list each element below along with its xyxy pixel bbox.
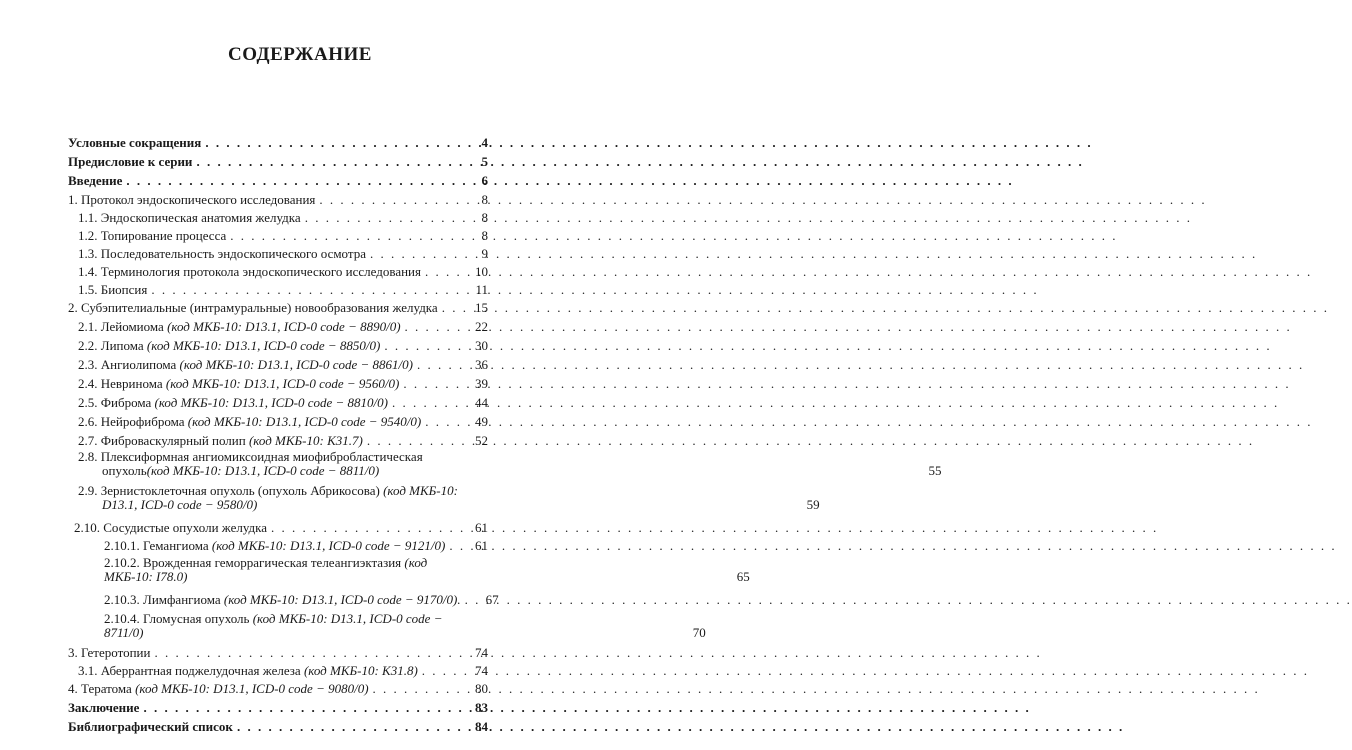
toc-entry[interactable]: 1.2. Топирование процесса . . . 8 — [78, 229, 488, 243]
toc-entry[interactable]: 2.4. Невринома (код МКБ-10: D13.1, ICD-0 code − 9560/0) . . . 39 — [78, 377, 488, 391]
toc-entry[interactable]: 3.1. Аберрантная поджелудочная железа (код МКБ-10: K31.8) . . . 74 — [78, 664, 488, 678]
toc-entry[interactable]: 3. Гетеротопии . . . 74 — [68, 646, 488, 660]
toc-entry[interactable]: 1.4. Терминология протокола эндоскопического исследования . . . 10 — [78, 265, 488, 279]
toc-entry[interactable]: 2.10.1. Гемангиома (код МКБ-10: D13.1, ICD-0 code − 9121/0) . . . 61 — [104, 539, 488, 553]
toc-entry[interactable]: 1.1. Эндоскопическая анатомия желудка . . . 8 — [78, 211, 488, 225]
toc-entry[interactable]: Предисловие к серии . . . 5 — [68, 155, 488, 169]
toc-entry[interactable]: 2. Субэпителиальные (интрамуральные) новообразования желудка . . . 15 — [68, 301, 488, 315]
toc-entry[interactable]: 1.5. Биопсия . . . 11 — [78, 283, 488, 297]
toc-entry[interactable]: 2.1. Лейомиома (код МКБ-10: D13.1, ICD-0 code − 8890/0) . . . 22 — [78, 320, 488, 334]
toc-entry[interactable]: Заключение . . . 83 — [68, 701, 488, 715]
toc-entry[interactable]: 2.10.3. Лимфангиома (код МКБ-10: D13.1, ICD-0 code − 9170/0). . . . 67 — [104, 593, 488, 607]
toc-entry[interactable]: 2.5. Фиброма (код МКБ-10: D13.1, ICD-0 code − 8810/0) . . . 44 — [78, 396, 488, 410]
toc-entry[interactable]: 2.2. Липома (код МКБ-10: D13.1, ICD-0 code − 8850/0) . . . 30 — [78, 339, 488, 353]
toc-entry[interactable]: Условные сокращения . . . 4 — [68, 136, 488, 150]
toc-entry[interactable]: 2.9. Зернистоклеточная опухоль (опухоль Абрикосова) (код МКБ-10: D13.1, ICD-0 code − 9580/0) 59 — [78, 483, 820, 512]
toc-entry[interactable]: 4. Тератома (код МКБ-10: D13.1, ICD-0 code − 9080/0) . . . 80 — [68, 682, 488, 696]
page-title: СОДЕРЖАНИЕ — [228, 44, 372, 65]
toc-entry[interactable]: Введение . . . 6 — [68, 174, 488, 188]
toc-entry[interactable]: 1. Протокол эндоскопического исследования . . . 8 — [68, 193, 488, 207]
toc-entry[interactable]: 2.6. Нейрофиброма (код МКБ-10: D13.1, ICD-0 code − 9540/0) . . . 49 — [78, 415, 488, 429]
toc-entry[interactable]: 2.7. Фиброваскулярный полип (код МКБ-10: K31.7) . . . 52 — [78, 434, 488, 448]
toc-entry[interactable]: 2.10. Сосудистые опухоли желудка . . . 61 — [74, 521, 488, 535]
toc-entry[interactable]: Библиографический список . . . 84 — [68, 720, 488, 734]
toc-entry[interactable]: 2.3. Ангиолипома (код МКБ-10: D13.1, ICD-0 code − 8861/0) . . . 36 — [78, 358, 488, 372]
toc-entry[interactable]: 2.8. Плексиформная ангиомиксоидная миофибробластическая опухоль (код МКБ-10: D13.1, ICD-0 code − 8811/0) 55 — [78, 449, 942, 478]
toc-entry[interactable]: 2.10.2. Врожденная геморрагическая телеангиэктазия (код МКБ-10: I78.0) 65 — [104, 555, 750, 584]
toc-entry[interactable]: 2.10.4. Гломусная опухоль (код МКБ-10: D13.1, ICD-0 code − 8711/0) 70 — [104, 611, 706, 640]
toc-entry[interactable]: 1.3. Последовательность эндоскопического осмотра . . . 9 — [78, 247, 488, 261]
